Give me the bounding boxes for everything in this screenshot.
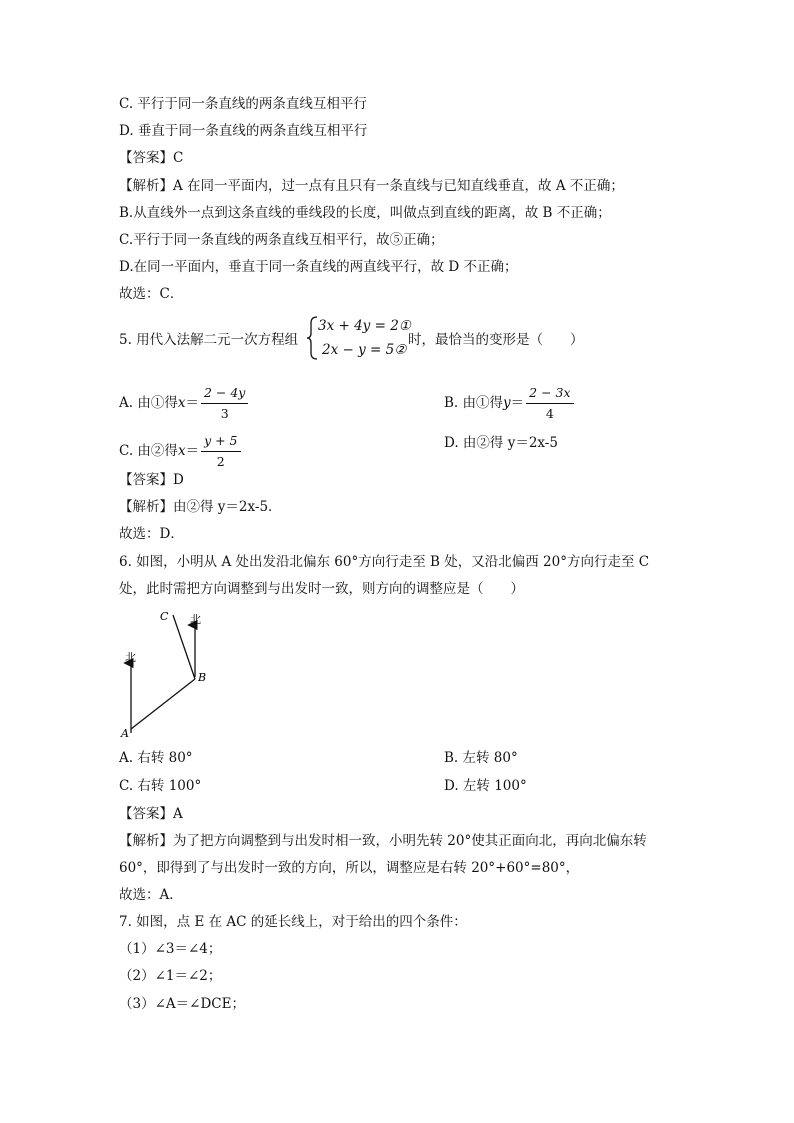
q6-option-d: D. 左转 100° xyxy=(444,778,527,794)
point-label-c: C xyxy=(160,610,169,623)
q5-stem-suffix: 时，最恰当的变形是（ ） xyxy=(408,332,584,348)
q4-answer: 【答案】C xyxy=(119,150,184,166)
q7-condition-3: （3）∠A＝∠DCE； xyxy=(119,996,245,1012)
q5-answer: 【答案】D xyxy=(119,472,184,488)
fraction-denominator: 2 xyxy=(216,454,225,469)
fraction-numerator: y + 5 xyxy=(201,432,240,452)
q4-choose: 故选：C． xyxy=(119,286,184,302)
fraction-numerator: 2 − 3x xyxy=(526,384,573,404)
q5-stem-prefix: 5. 用代入法解二元一次方程组 xyxy=(119,332,299,348)
point-label-a: A xyxy=(121,727,129,740)
q6-option-c: C. 右转 100° xyxy=(119,778,202,794)
q5-option-c-fraction xyxy=(201,432,240,471)
q4-explanation-2: B.从直线外一点到这条直线的垂线段的长度，叫做点到直线的距离，故 B 不正确； xyxy=(119,205,611,221)
q4-option-c: C. 平行于同一条直线的两条直线互相平行 xyxy=(119,96,367,112)
q5-explanation: 【解析】由②得 y＝2x-5． xyxy=(119,499,282,515)
q5-option-c-label: C. 由②得 xyxy=(119,443,178,459)
q5-option-a-label: A. 由①得 xyxy=(119,395,178,411)
q7-condition-1: （1）∠3＝∠4； xyxy=(119,941,222,957)
q4-explanation-3: C.平行于同一条直线的两条直线互相平行，故⑤正确； xyxy=(119,232,444,248)
q6-answer: 【答案】A xyxy=(119,806,183,822)
q4-option-d: D. 垂直于同一条直线的两条直线互相平行 xyxy=(119,123,368,139)
fraction-denominator: 4 xyxy=(545,406,554,421)
q5-equation-1: 3x + 4y = 2① xyxy=(318,318,411,334)
q5-option-a-fraction xyxy=(201,384,248,423)
north-label-a: 北 xyxy=(125,651,136,664)
q5-choose: 故选：D． xyxy=(119,526,184,542)
q5-option-c: C. 由②得x＝ $\frac{y + 5}{2}$ xyxy=(119,432,243,471)
q6-stem-1: 6. 如图，小明从 A 处出发沿北偏东 60°方向行走至 B 处，又沿北偏西 20°方向行走至 C xyxy=(119,554,650,570)
q6-explanation-2: 60°，即得到了与出发时一致的方向，所以，调整应是右转 20°+60°=80°， xyxy=(119,860,580,876)
q4-explanation-4: D.在同一平面内，垂直于同一条直线的两直线平行，故 D 不正确； xyxy=(119,259,518,275)
point-label-b: B xyxy=(198,671,207,684)
direction-figure xyxy=(115,605,215,740)
q5-option-b-label: B. 由①得 xyxy=(444,395,504,411)
fraction-denominator: 3 xyxy=(220,406,229,421)
q6-choose: 故选：A． xyxy=(119,887,183,903)
q5-option-a: A. 由①得x＝ $\frac{2 - 4y}{3}$ xyxy=(119,384,250,423)
q5-option-a-variable: x xyxy=(177,395,186,411)
q6-option-b: B. 左转 80° xyxy=(444,750,518,766)
q4-explanation-1: 【解析】A 在同一平面内，过一点有且只有一条直线与已知直线垂直，故 A 不正确； xyxy=(119,178,624,194)
north-label-b: 北 xyxy=(190,613,201,626)
q5-equation-2: 2x − y = 5② xyxy=(322,342,407,358)
q6-explanation-1: 【解析】为了把方向调整到与出发时相一致，小明先转 20°使其正面向北，再向北偏东转 xyxy=(119,833,647,849)
q5-option-b-fraction xyxy=(526,384,573,423)
q7-condition-2: （2）∠1＝∠2； xyxy=(119,968,222,984)
q6-stem-2: 处，此时需把方向调整到与出发时一致，则方向的调整应是（ ） xyxy=(119,581,524,597)
q6-option-a: A. 右转 80° xyxy=(119,750,193,766)
fraction-numerator: 2 − 4y xyxy=(201,384,248,404)
segment-ab xyxy=(131,679,195,729)
q5-option-d: D. 由②得 y＝2x-5 xyxy=(444,435,558,451)
q5-option-c-variable: x xyxy=(177,443,186,459)
q7-stem: 7. 如图，点 E 在 AC 的延长线上，对于给出的四个条件： xyxy=(119,914,467,930)
q5-option-b-variable: y xyxy=(503,395,511,411)
q5-option-b: B. 由①得y＝ $\frac{2 - 3x}{4}$ xyxy=(444,384,576,423)
